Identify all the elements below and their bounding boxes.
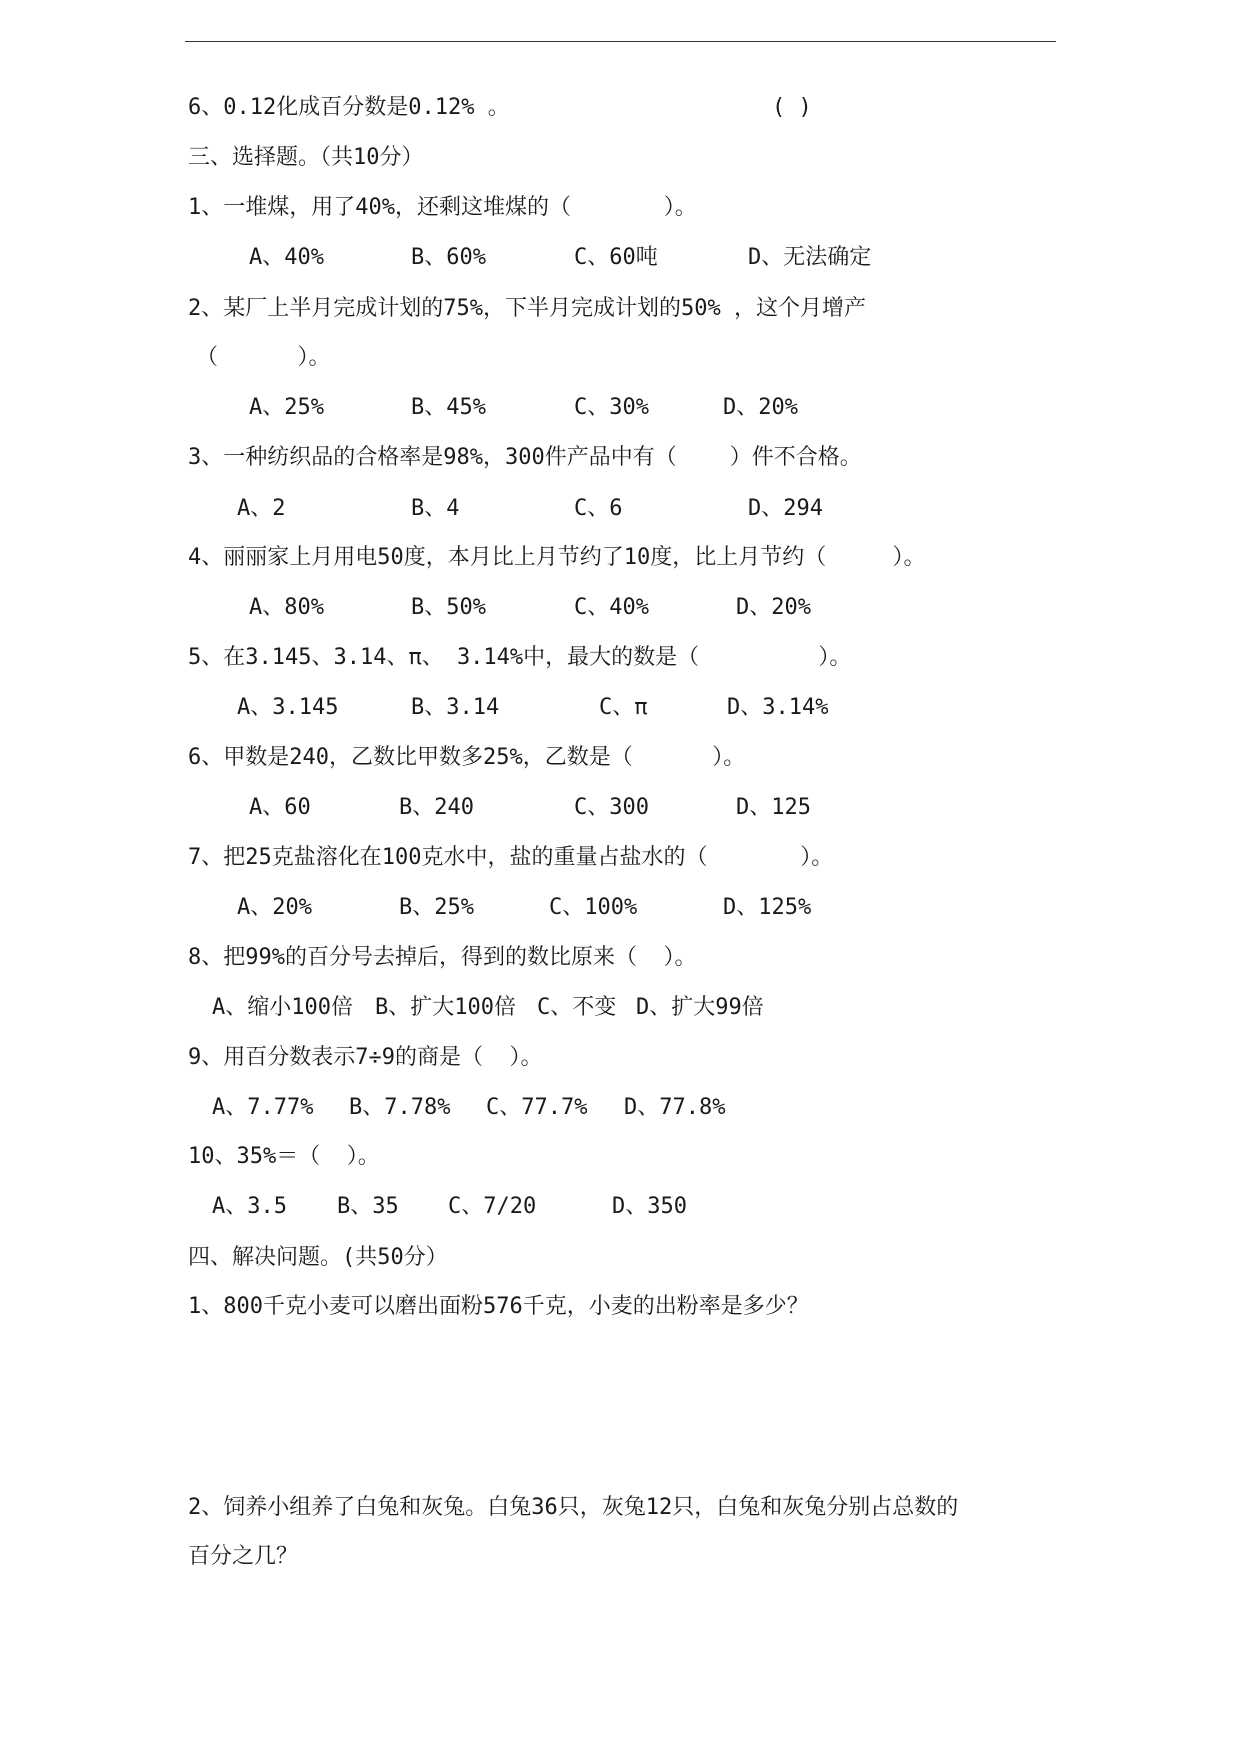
option-a: A、60	[249, 795, 311, 820]
question: 8、把99%的百分号去掉后，得到的数比原来（ ）。	[188, 945, 697, 970]
header-rule	[185, 41, 1056, 42]
question: 5、在3.145、3.14、π、 3.14%中，最大的数是（ ）。	[188, 645, 852, 670]
question: 10、35%＝（ ）。	[188, 1144, 380, 1169]
option-b: B、45%	[411, 395, 486, 420]
question: 9、用百分数表示7÷9的商是（ ）。	[188, 1045, 543, 1070]
option-a: A、20%	[237, 895, 312, 920]
option-a: A、3.5	[212, 1194, 287, 1219]
option-c: C、40%	[574, 595, 649, 620]
question: 1、一堆煤，用了40%，还剩这堆煤的（ ）。	[188, 195, 697, 220]
option-d: D、扩大99倍	[636, 995, 764, 1020]
question: 4、丽丽家上月用电50度，本月比上月节约了10度，比上月节约（ ）。	[188, 545, 926, 570]
option-d: D、无法确定	[748, 245, 872, 270]
option-b: B、35	[337, 1194, 399, 1219]
option-d: D、20%	[736, 595, 811, 620]
option-c: C、30%	[574, 395, 649, 420]
option-c: C、6	[574, 496, 623, 521]
option-c: C、100%	[549, 895, 638, 920]
option-d: D、294	[748, 496, 823, 521]
option-c: C、300	[574, 795, 649, 820]
question-continued: （ ）。	[196, 345, 331, 370]
option-b: B、4	[411, 496, 460, 521]
option-a: A、2	[237, 496, 286, 521]
option-d: D、125%	[723, 895, 812, 920]
option-c: C、60吨	[574, 245, 658, 270]
option-a: A、缩小100倍	[212, 995, 353, 1020]
option-b: B、3.14	[411, 695, 500, 720]
option-b: B、60%	[411, 245, 486, 270]
question: 2、某厂上半月完成计划的75%，下半月完成计划的50% ，这个月增产	[188, 296, 866, 321]
question: 7、把25克盐溶化在100克水中，盐的重量占盐水的（ ）。	[188, 845, 834, 870]
answer-blank[interactable]: ( )	[772, 95, 812, 120]
question: 6、甲数是240，乙数比甲数多25%，乙数是（ ）。	[188, 745, 746, 770]
problem: 2、饲养小组养了白兔和灰兔。白兔36只，灰兔12只，白兔和灰兔分别占总数的	[188, 1495, 959, 1520]
option-d: D、3.14%	[727, 695, 829, 720]
option-a: A、40%	[249, 245, 324, 270]
section-title: 四、解决问题。(共50分）	[188, 1245, 448, 1270]
option-c: C、77.7%	[486, 1095, 588, 1120]
option-d: D、125	[736, 795, 811, 820]
problem: 1、800千克小麦可以磨出面粉576千克，小麦的出粉率是多少？	[188, 1294, 809, 1319]
option-c: C、7/20	[448, 1194, 537, 1219]
question: 3、一种纺织品的合格率是98%，300件产品中有（ ）件不合格。	[188, 445, 862, 470]
option-b: B、7.78%	[349, 1095, 451, 1120]
option-c: C、π	[599, 695, 648, 720]
option-a: A、3.145	[237, 695, 339, 720]
option-c: C、不变	[537, 995, 617, 1020]
option-d: D、350	[612, 1194, 687, 1219]
option-b: B、25%	[399, 895, 474, 920]
judge-question-6: 6、0.12化成百分数是0.12% 。	[188, 95, 510, 120]
option-a: A、25%	[249, 395, 324, 420]
option-a: A、80%	[249, 595, 324, 620]
option-b: B、240	[399, 795, 474, 820]
section-title: 三、选择题。（共10分）	[188, 145, 424, 170]
problem-continued: 百分之几？	[188, 1544, 299, 1569]
option-a: A、7.77%	[212, 1095, 314, 1120]
option-d: D、20%	[723, 395, 798, 420]
option-d: D、77.8%	[624, 1095, 726, 1120]
option-b: B、50%	[411, 595, 486, 620]
option-b: B、扩大100倍	[375, 995, 516, 1020]
